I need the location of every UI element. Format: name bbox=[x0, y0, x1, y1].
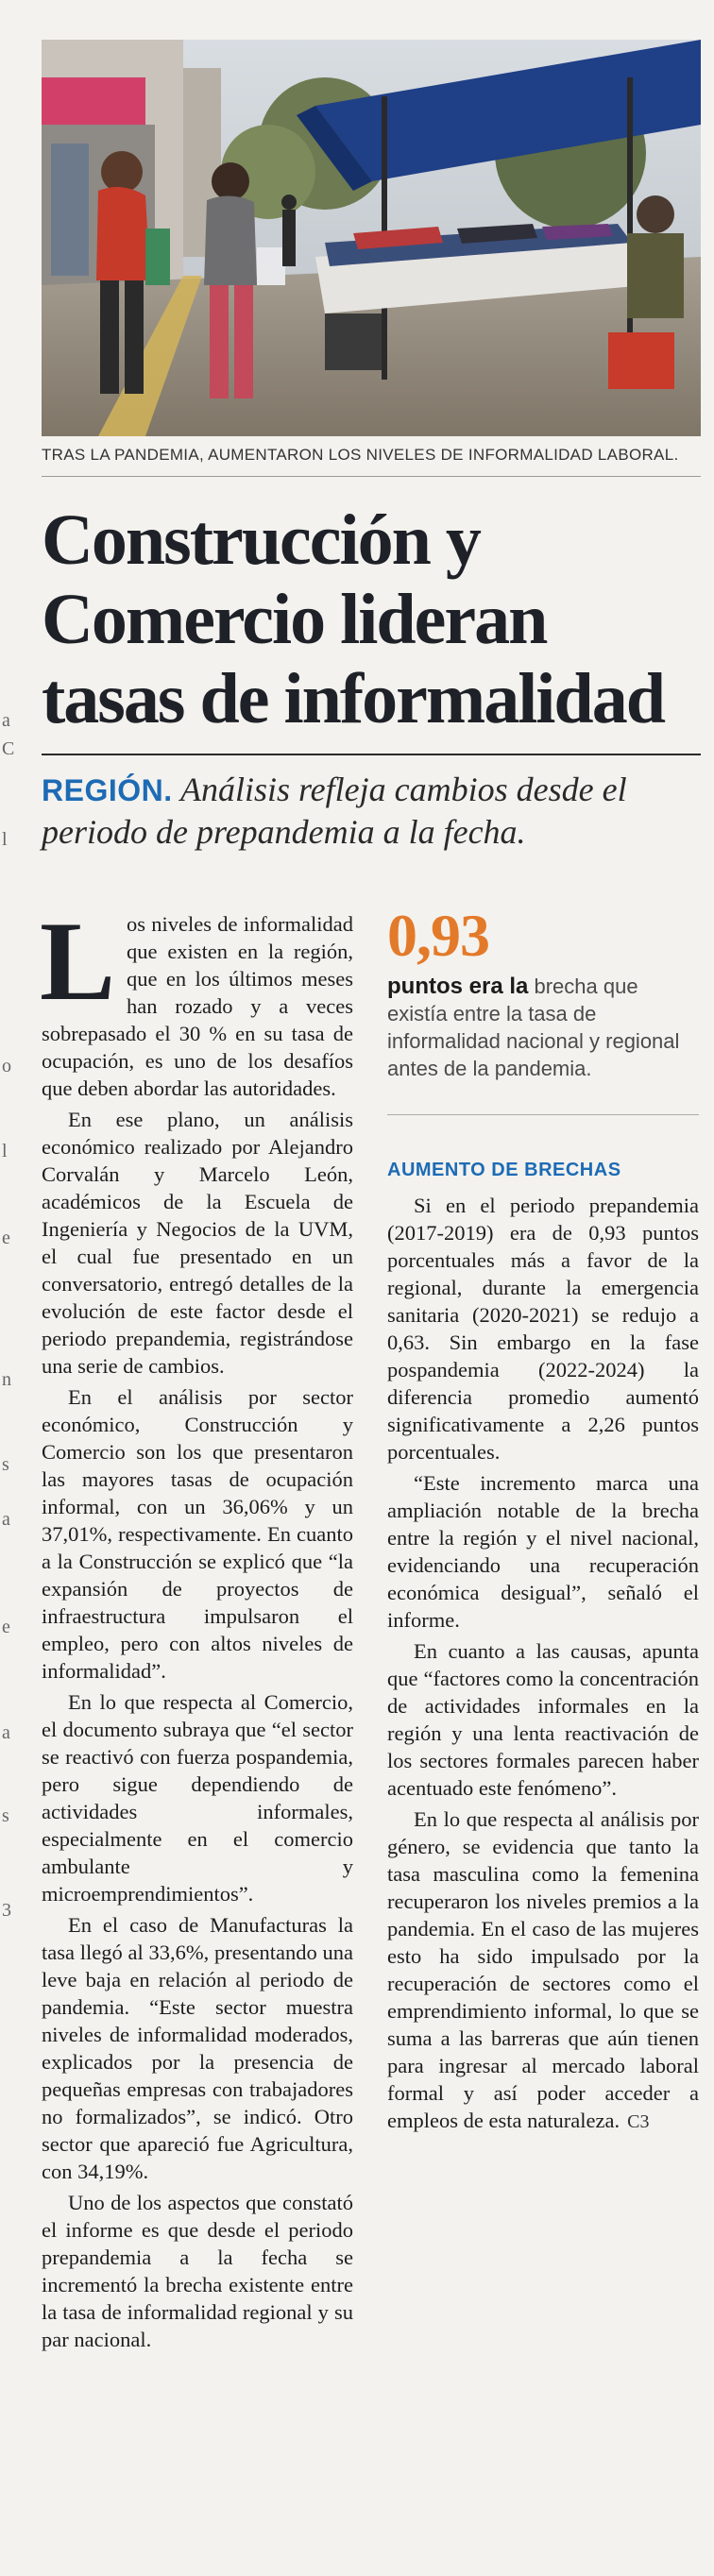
subheading: AUMENTO DE BRECHAS bbox=[387, 1160, 621, 1180]
edge-fragment: a bbox=[2, 1722, 10, 1743]
edge-fragment: o bbox=[2, 1056, 11, 1076]
edge-fragment: 3 bbox=[2, 1900, 11, 1921]
callout-lead: puntos era la bbox=[387, 974, 529, 999]
edge-fragment: l bbox=[2, 829, 8, 850]
headline: Construcción y Comercio lideran tasas de informalidad bbox=[42, 500, 664, 738]
headline-divider bbox=[42, 754, 701, 755]
paragraph: En lo que respecta al Comercio, el documento subraya que “el sector se reactivó con fuerza pospandemia, pero sigue dependiendo de actividades informales, especialmente en el comercio ambulante y microemprendimientos”. bbox=[42, 1690, 353, 1906]
edge-fragment: e bbox=[2, 1617, 10, 1637]
edge-fragment: l bbox=[2, 1141, 8, 1161]
drop-cap: L bbox=[40, 898, 116, 1024]
street-market-photo bbox=[42, 40, 701, 436]
paragraph-text: En lo que respecta al análisis por género, se evidencia que tanto la tasa masculina como la femenina recuperaron los niveles premios a la pandemia. En el caso de las mujeres esto ha sido impulsado por la recuperación de sectores como el emprendimiento informal, lo que se suma a las barreras que aún tienen para ingresar al mercado laboral formal y así poder acceder a empleos de esta naturaleza. bbox=[387, 1807, 699, 2132]
edge-fragment: n bbox=[2, 1369, 11, 1390]
edge-fragment: s bbox=[2, 1454, 9, 1475]
paragraph: En el caso de Manufacturas la tasa llegó al 33,6%, presentando una leve baja en relación al periodo de pandemia. “Este sector muestra niveles de informalidad moderados, explicados por la presencia de pequeñas empresas con trabajadores no formalizados”, se indicó. Otro sector que apareció fue Agricultura, con 34,19%. bbox=[42, 1913, 353, 2183]
paragraph bbox=[387, 1805, 699, 2136]
callout-text bbox=[387, 973, 699, 1082]
caption-divider bbox=[42, 476, 701, 477]
section-tag: REGIÓN. bbox=[42, 773, 173, 807]
edge-fragment: a bbox=[2, 1509, 10, 1530]
callout-divider bbox=[387, 1114, 699, 1115]
callout-body: brecha que existía entre la tasa de informalidad nacional y regional antes de la pandemia. bbox=[387, 974, 680, 1080]
deck bbox=[42, 769, 703, 853]
paragraph: En el análisis por sector económico, Construcción y Comercio son los que presentaron las mayores tasas de ocupación informal, con un 36,06% y un 37,01%, respectivamente. En cuanto a la Construcción se explicó que “la expansión de proyectos de infraestructura impulsaron el empleo, pero con altos niveles de informalidad”. bbox=[42, 1385, 353, 1683]
adjacent-page-edge bbox=[0, 0, 26, 2576]
paragraph: En ese plano, un análisis económico realizado por Alejandro Corvalán y Marcelo León, académicos de la Escuela de Ingeniería y Negocios de la UVM, el cual fue presentado en un conversatorio, entregó detalles de la evolución de este factor desde el periodo prepandemia, registrándose una serie de cambios. bbox=[42, 1108, 353, 1378]
article-column-1 bbox=[40, 898, 353, 2353]
edge-fragment: C bbox=[2, 738, 15, 759]
end-mark: C3 bbox=[627, 2111, 650, 2132]
deck-text: Análisis refleja cambios desde el periodo de prepandemia a la fecha. bbox=[42, 771, 627, 851]
edge-fragment: a bbox=[2, 710, 10, 731]
paragraph: En cuanto a las causas, apunta que “factores como la concentración de actividades informales en la región y una lenta reactivación de los sectores formales parecen haber acentuado este fenómeno”. bbox=[387, 1639, 699, 1800]
photo-caption: TRAS LA PANDEMIA, AUMENTARON LOS NIVELES DE INFORMALIDAD LABORAL. bbox=[42, 446, 679, 464]
stat-callout bbox=[387, 902, 699, 1082]
edge-fragment: s bbox=[2, 1805, 9, 1826]
paragraph-text: os niveles de informalidad que existen en la región, que en los últimos meses han rozado y a veces sobrepasado el 30 % en su tasa de ocupación, es uno de los desafíos que deben abordar las autoridades. bbox=[42, 912, 353, 1100]
edge-fragment: e bbox=[2, 1228, 10, 1248]
paragraph: “Este incremento marca una ampliación notable de la brecha entre la región y el nivel nacional, evidenciando una recuperación económica desigual”, señaló el informe. bbox=[387, 1471, 699, 1632]
paragraph bbox=[40, 898, 353, 1102]
paragraph: Uno de los aspectos que constató el informe es que desde el periodo prepandemia a la fecha se incrementó la brecha existente entre la tasa de informalidad regional y su par nacional. bbox=[42, 2191, 353, 2351]
paragraph: Si en el periodo prepandemia (2017-2019) era de 0,93 puntos porcentuales más a favor de la regional, durante la emergencia sanitaria (2020-2021) se redujo a 0,63. Sin embargo en la fase pospandemia (2022-2024) la diferencia promedio aumentó significativamente a 2,26 puntos porcentuales. bbox=[387, 1194, 699, 1464]
callout-number: 0,93 bbox=[387, 902, 489, 969]
article-column-2 bbox=[387, 1142, 699, 2136]
photo-illustration bbox=[42, 40, 701, 436]
